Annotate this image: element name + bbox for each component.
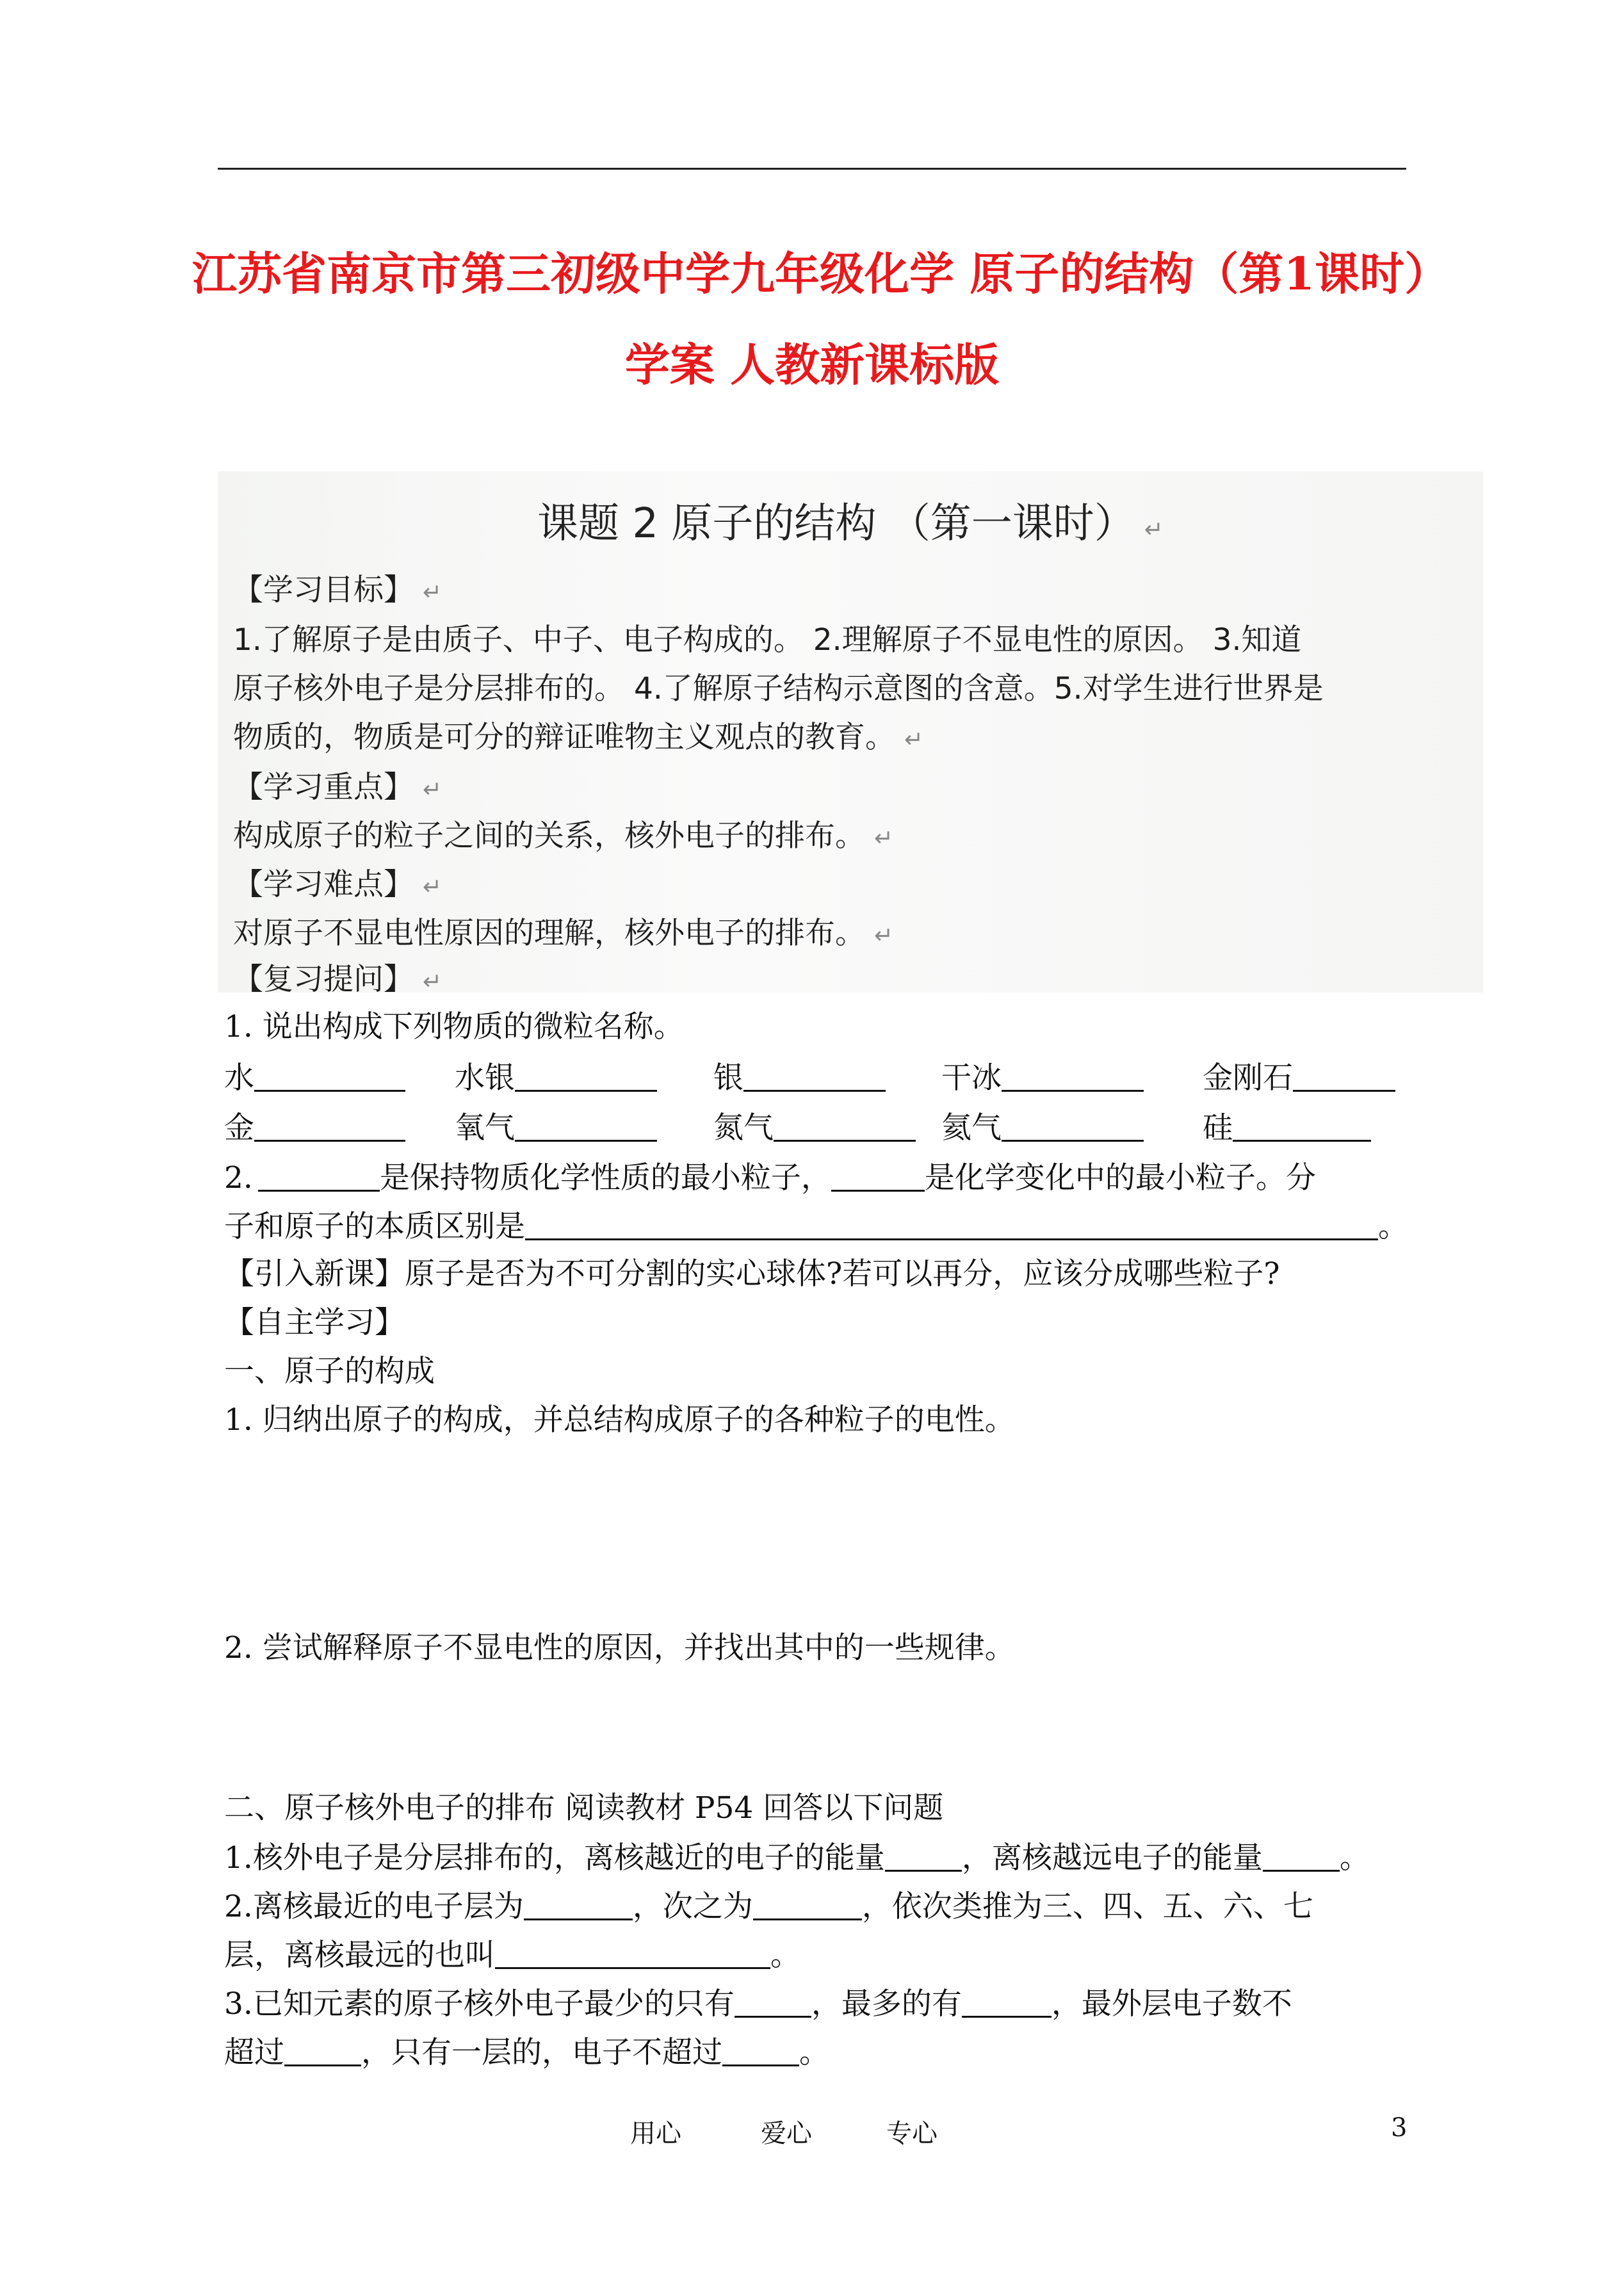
section-2-title: 二、原子核外电子的排布 阅读教材 P54 回答以下问题 [224, 1790, 944, 1826]
answer-blank[interactable] [735, 1988, 811, 2018]
key-points-label: 【学习重点】 ↵ [233, 770, 443, 805]
answer-blank[interactable] [722, 2036, 799, 2066]
substance-label: 氦气 [941, 1112, 1144, 1143]
section-2-question-1: 1.核外电子是分层排布的，离核越近的电子的能量 ，离核越远电子的能量 。 [224, 1840, 1370, 1876]
review-question-2-cont: 子和原子的本质区别是 。 [224, 1209, 1408, 1244]
review-question-1: 1. 说出构成下列物质的微粒名称。 [224, 1009, 684, 1044]
section-2-question-3: 3.已知元素的原子核外电子最少的只有 ，最多的有 ，最外层电子数不 [224, 1986, 1292, 2022]
answer-blank[interactable] [753, 1890, 862, 1920]
answer-blank[interactable] [515, 1112, 657, 1142]
answer-blank[interactable] [1293, 1062, 1395, 1092]
answer-blank[interactable] [1002, 1112, 1144, 1142]
answer-blank[interactable] [524, 1890, 633, 1920]
answer-blank[interactable] [515, 1062, 657, 1092]
difficulty-text: 对原子不显电性原因的理解，核外电子的排布。 ↵ [233, 916, 894, 951]
goals-line-3: 物质的，物质是可分的辩证唯物主义观点的教育。 ↵ [233, 720, 924, 755]
section-1-question-1: 1. 归纳出原子的构成，并总结构成原子的各种粒子的电性。 [224, 1402, 1015, 1438]
answer-blank[interactable] [885, 1842, 962, 1872]
scanned-excerpt [218, 471, 1483, 997]
answer-blank[interactable] [284, 2036, 361, 2066]
substance-label: 银 [713, 1062, 886, 1093]
intro-new-lesson: 【引入新课】原子是否为不可分割的实心球体?若可以再分，应该分成哪些粒子? [224, 1256, 1280, 1292]
footer-motto-1: 用心 [630, 2119, 681, 2148]
footer-motto-2: 爱心 [761, 2119, 812, 2148]
answer-blank[interactable] [254, 1062, 405, 1092]
goals-line-1: 1.了解原子是由质子、中子、电子构成的。 2.理解原子不显电性的原因。 3.知道 [233, 622, 1302, 658]
answer-blank[interactable] [1263, 1842, 1340, 1872]
answer-blank[interactable] [962, 1988, 1052, 2018]
lesson-heading: 课题 2 原子的结构 （第一课时） ↵ [537, 500, 1164, 547]
document-title-line2: 学案 人教新课标版 [624, 338, 1000, 391]
answer-blank[interactable] [774, 1112, 916, 1142]
goals-line-2: 原子核外电子是分层排布的。 4.了解原子结构示意图的含意。5.对学生进行世界是 [233, 671, 1324, 706]
substance-label: 金刚石 [1203, 1062, 1395, 1093]
header-rule [218, 168, 1406, 170]
answer-blank[interactable] [525, 1210, 1378, 1240]
section-2-question-3-cont: 超过 ，只有一层的，电子不超过 。 [224, 2035, 829, 2070]
review-question-2: 2. 是保持物质化学性质的最小粒子， 是化学变化中的最小粒子。分 [224, 1160, 1316, 1196]
answer-blank[interactable] [495, 1939, 770, 1969]
section-2-question-2: 2.离核最近的电子层为 ，次之为 ，依次类推为三、四、五、六、七 [224, 1889, 1313, 1924]
answer-blank[interactable] [258, 1162, 380, 1192]
substance-label: 氧气 [455, 1112, 657, 1143]
answer-blank[interactable] [1002, 1062, 1144, 1092]
footer-motto-3: 专心 [886, 2119, 938, 2148]
goals-label: 【学习目标】 ↵ [233, 572, 443, 608]
answer-blank[interactable] [1233, 1112, 1371, 1142]
section-1-title: 一、原子的构成 [224, 1354, 435, 1389]
section-2-question-2-cont: 层，离核最远的也叫 。 [224, 1938, 800, 1973]
answer-blank[interactable] [743, 1062, 886, 1092]
substance-label: 硅 [1203, 1112, 1371, 1143]
substance-label: 干冰 [941, 1062, 1144, 1093]
substance-label: 金 [224, 1112, 405, 1143]
document-title-line1: 江苏省南京市第三初级中学九年级化学 原子的结构（第1课时） [192, 247, 1450, 300]
answer-blank[interactable] [254, 1112, 405, 1142]
substance-label: 水 [224, 1062, 405, 1093]
review-label: 【复习提问】 ↵ [233, 962, 443, 997]
difficulty-label: 【学习难点】 ↵ [233, 867, 443, 902]
substance-label: 氮气 [713, 1112, 916, 1143]
self-study-label: 【自主学习】 [224, 1305, 405, 1340]
key-points-text: 构成原子的粒子之间的关系，核外电子的排布。 ↵ [233, 818, 894, 854]
substance-label: 水银 [455, 1062, 657, 1093]
page-number: 3 [1391, 2113, 1408, 2143]
section-1-question-2: 2. 尝试解释原子不显电性的原因，并找出其中的一些规律。 [224, 1630, 1015, 1666]
answer-blank[interactable] [831, 1162, 925, 1192]
